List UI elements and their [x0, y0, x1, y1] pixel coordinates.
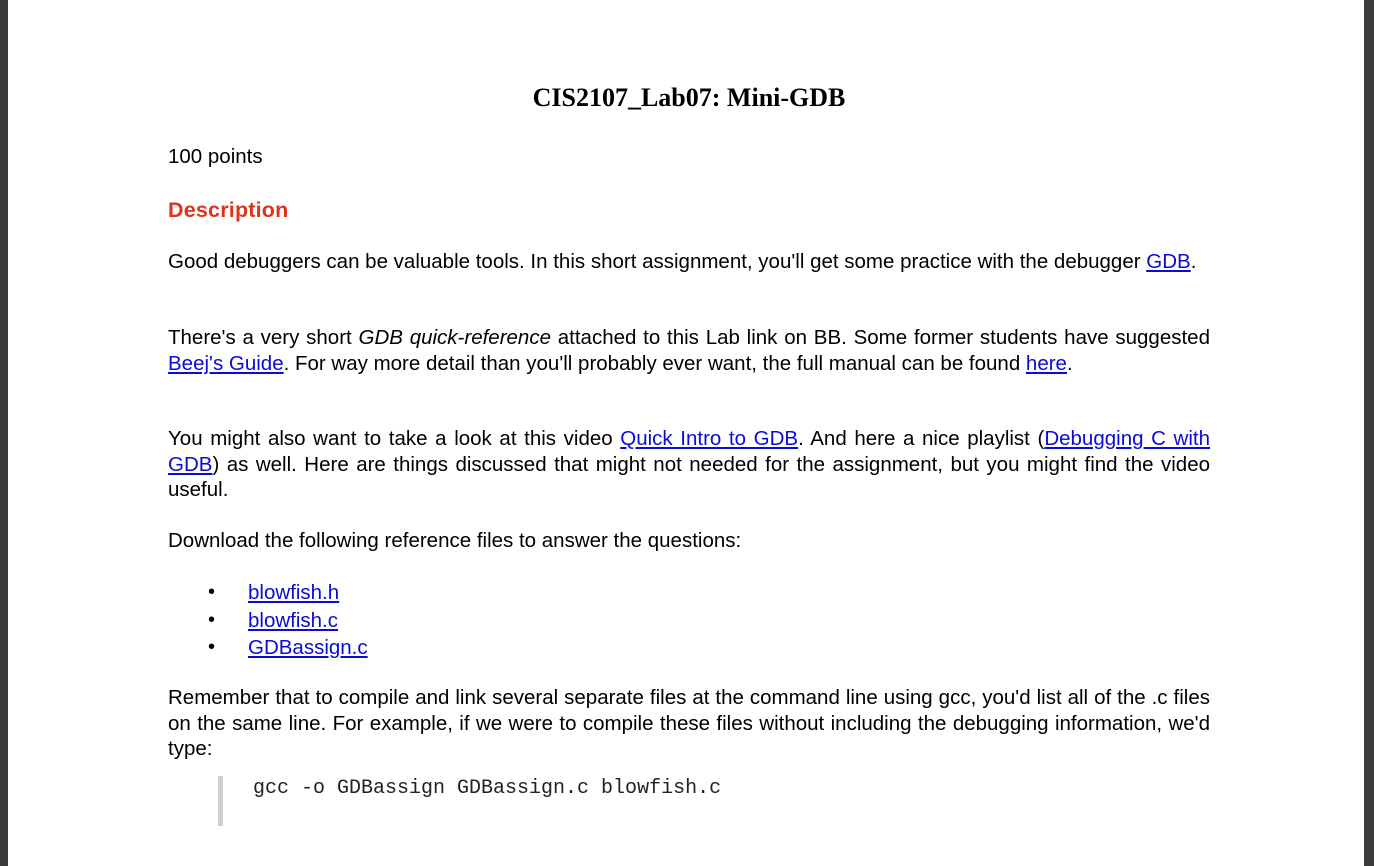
bullet-icon: •	[208, 636, 216, 658]
paragraph-download: Download the following reference files to answer the questions:	[168, 529, 742, 552]
paragraph-text: . And here a nice playlist (	[798, 427, 1045, 450]
link-debugging-playlist[interactable]: Debugging C with GDB	[168, 427, 1210, 476]
paragraph-text: . For way more detail than you'll probably ever want, the full manual can be found	[283, 351, 1026, 375]
paragraph-text: You might also want to take a look at this video	[168, 427, 621, 450]
paragraph-text: attached to this Lab link on BB. Some former students have suggested	[550, 326, 1210, 349]
link-file-blowfish-h[interactable]: blowfish.h	[248, 581, 340, 604]
paragraph-text: ) as well. Here are things discussed that might not needed for the assignment, but you might find the video useful.	[168, 452, 1210, 501]
link-file-blowfish-c[interactable]: blowfish.c	[248, 608, 339, 632]
points-label: 100 points	[168, 145, 263, 168]
page-title: CIS2107_Lab07: Mini-GDB	[532, 83, 846, 112]
link-manual-here[interactable]: here	[1025, 351, 1067, 375]
document-page	[8, 0, 1364, 866]
paragraph-text: Good debuggers can be valuable tools. In this short assignment, you'll get some practice with the debugger	[168, 250, 1147, 273]
section-heading-description: Description	[168, 198, 289, 222]
link-file-gdbassign-c[interactable]: GDBassign.c	[248, 636, 368, 659]
code-block	[218, 776, 923, 826]
paragraph-compile: Remember that to compile and link several separate files at the command line using gcc, you'd list all of the .c files on the same line. For example, if we were to compile these files without including the debugging information, we'd type:	[168, 686, 1210, 760]
link-gdb[interactable]: GDB	[1146, 250, 1191, 273]
gdb-quick-reference-text: GDB quick-reference	[358, 326, 551, 349]
paragraph-references	[168, 325, 1210, 376]
link-quick-intro-video[interactable]: Quick Intro to GDB	[620, 427, 799, 450]
paragraph-videos	[168, 426, 1210, 503]
paragraph-intro	[168, 249, 1210, 275]
compile-command: gcc -o GDBassign GDBassign.c blowfish.c	[253, 777, 722, 800]
viewer-left-edge	[0, 0, 8, 866]
link-beejs-guide[interactable]: Beej's Guide	[168, 351, 284, 375]
viewer-scrollbar-edge[interactable]	[1364, 0, 1374, 866]
paragraph-text: .	[1190, 250, 1197, 273]
bullet-icon: •	[208, 608, 216, 631]
paragraph-text: There's a very short	[168, 326, 359, 349]
paragraph-text: .	[1066, 351, 1073, 375]
bullet-icon: •	[208, 581, 216, 603]
